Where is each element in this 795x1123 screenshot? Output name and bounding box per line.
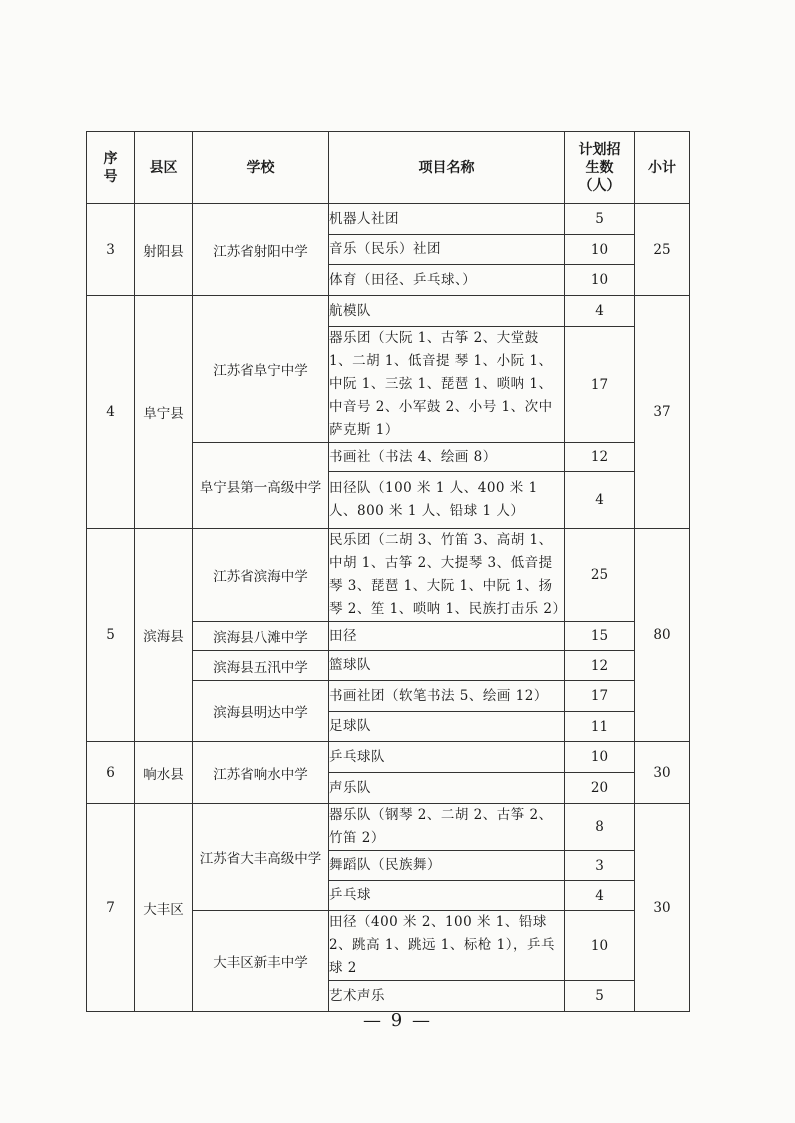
project-cell: 机器人社团 [329,204,565,235]
count-cell: 4 [565,472,635,529]
project-cell: 篮球队 [329,651,565,681]
project-cell: 体育（田径、乒乓球、） [329,265,565,296]
school-cell: 江苏省响水中学 [193,742,329,804]
project-cell: 田径（400 米 2、100 米 1、铅球 2、跳高 1、跳远 1、标枪 1），乒乓球 2 [329,911,565,981]
school-cell: 阜宁县第一高级中学 [193,443,329,529]
project-cell: 声乐队 [329,773,565,804]
count-cell: 4 [565,296,635,327]
seq-cell: 3 [87,204,135,296]
header-county: 县区 [135,132,193,204]
count-cell: 17 [565,681,635,712]
subtotal-cell: 30 [635,742,690,804]
project-cell: 航模队 [329,296,565,327]
seq-cell: 5 [87,529,135,742]
count-cell: 10 [565,742,635,773]
count-cell: 17 [565,327,635,443]
count-cell: 8 [565,804,635,851]
table-row [87,529,690,622]
header-project: 项目名称 [329,132,565,204]
school-cell: 滨海县明达中学 [193,681,329,742]
enrollment-quota-table [86,131,690,1012]
project-cell: 乒乓球 [329,881,565,911]
count-cell: 15 [565,622,635,651]
count-cell: 10 [565,911,635,981]
project-cell: 音乐（民乐）社团 [329,235,565,265]
school-cell: 江苏省射阳中学 [193,204,329,296]
project-cell: 乒乓球队 [329,742,565,773]
county-cell: 滨海县 [135,529,193,742]
count-cell: 3 [565,851,635,881]
count-cell: 12 [565,651,635,681]
school-cell: 滨海县五汛中学 [193,651,329,681]
count-cell: 11 [565,712,635,742]
subtotal-cell: 37 [635,296,690,529]
seq-cell: 7 [87,804,135,1012]
count-cell: 10 [565,265,635,296]
school-cell: 大丰区新丰中学 [193,911,329,1012]
project-cell: 民乐团（二胡 3、竹笛 3、高胡 1、中胡 1、古筝 2、大提琴 3、低音提琴 3、琵琶 1、大阮 1、中阮 1、扬琴 2、笙 1、唢呐 1、民族打击乐 2） [329,529,565,622]
project-cell: 田径队（100 米 1 人、400 米 1 人、800 米 1 人、铅球 1 人） [329,472,565,529]
county-cell: 大丰区 [135,804,193,1012]
count-cell: 20 [565,773,635,804]
county-cell: 射阳县 [135,204,193,296]
county-cell: 响水县 [135,742,193,804]
subtotal-cell: 80 [635,529,690,742]
count-cell: 10 [565,235,635,265]
table-row [87,804,690,851]
count-cell: 5 [565,981,635,1012]
count-cell: 5 [565,204,635,235]
project-cell: 舞蹈队（民族舞） [329,851,565,881]
project-cell: 器乐团（大阮 1、古筝 2、大堂鼓 1、二胡 1、低音提 琴 1、小阮 1、中阮 1、三弦 1、琵琶 1、唢呐 1、中音号 2、小军鼓 2、小号 1、次中萨克斯 1） [329,327,565,443]
seq-cell: 4 [87,296,135,529]
count-cell: 12 [565,443,635,472]
table-row [87,204,690,235]
subtotal-cell: 30 [635,804,690,1012]
page-number: — 9 — [363,1010,432,1031]
count-cell: 25 [565,529,635,622]
project-cell: 书画社团（软笔书法 5、绘画 12） [329,681,565,712]
school-cell: 江苏省阜宁中学 [193,296,329,443]
project-cell: 足球队 [329,712,565,742]
header-school: 学校 [193,132,329,204]
project-cell: 器乐队（钢琴 2、二胡 2、古筝 2、竹笛 2） [329,804,565,851]
header-row [87,132,690,204]
project-cell: 艺术声乐 [329,981,565,1012]
subtotal-cell: 25 [635,204,690,296]
table-row [87,742,690,773]
school-cell: 江苏省滨海中学 [193,529,329,622]
project-cell: 书画社（书法 4、绘画 8） [329,443,565,472]
header-planned: 计划招生数（人） [565,132,635,204]
table-row [87,296,690,327]
school-cell: 滨海县八滩中学 [193,622,329,651]
county-cell: 阜宁县 [135,296,193,529]
header-subtotal: 小计 [635,132,690,204]
header-seq: 序号 [87,132,135,204]
school-cell: 江苏省大丰高级中学 [193,804,329,911]
seq-cell: 6 [87,742,135,804]
project-cell: 田径 [329,622,565,651]
count-cell: 4 [565,881,635,911]
